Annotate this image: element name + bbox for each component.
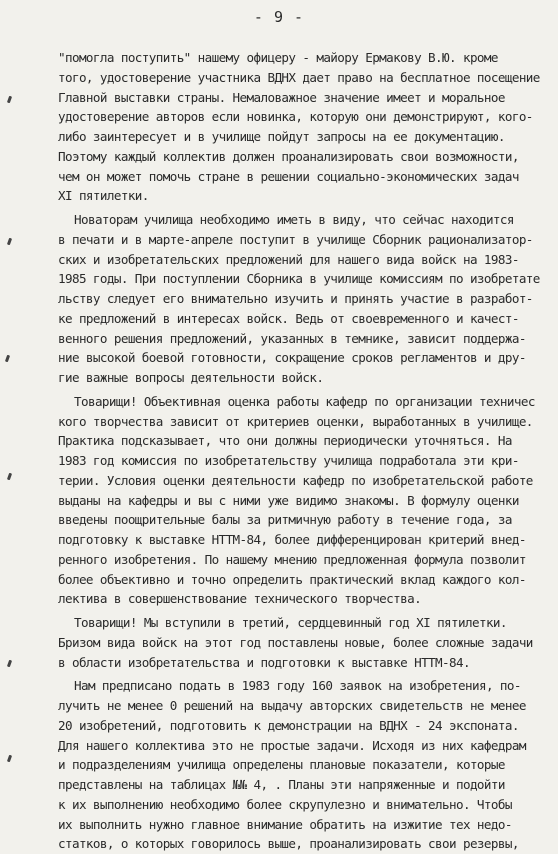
text-line: Главной выставки страны. Немаловажное значение имеет и моральное [58,89,505,105]
text-line: лектива в совершенствование технического творчества. [58,591,422,607]
text-line: венного решения предложений, указанных в темнике, зависит поддержа- [58,330,526,346]
text-line: чем он может помочь стране в решении социально-экономических задач [58,168,519,184]
text-line: в печати и в марте-апреле поступит в училище Сборник рационализатор- [58,231,533,247]
text-line: ренного изобретения. По нашему мнению предложенная формула позволит [58,551,526,567]
text-line: Новаторам училища необходимо иметь в виду, что сейчас находится [74,212,514,227]
page-number: - 9 - [253,8,305,26]
text-line: терии. Условия оценки деятельности кафедр по изобретательской работе [58,472,533,488]
margin-mark [7,660,12,668]
margin-mark [5,355,10,363]
text-line: подготовку к выставке НТТМ-84, более дифференцирован критерий внед- [58,532,526,547]
text-line: либо заинтересует и в училище пойдут запросы на ее документацию. [58,129,505,144]
text-line: льству следует его внимательно изучить и принять участие в разработ- [58,291,533,306]
text-line: ских и изобретательских предложений для нашего вида войск на 1983- [58,251,519,267]
text-line: ке предложений в интересах войск. Ведь от своевременного и качест- [58,310,519,326]
text-line: лучить не менее 0 решений на выдачу авторских свидетельств не менее [58,698,526,713]
text-line: Товарищи! Объективная оценка работы кафедр по организации техничес [74,393,535,409]
text-line: 1983 год комиссия по изобретательству училища подработала эти кри- [58,453,519,468]
margin-mark [7,96,12,104]
text-line: кого творчества зависит от критериев оценки, выработанных в училище. [58,413,533,429]
text-line: Бризом вида войск на этот год поставлены новые, более сложные задачи [58,634,533,650]
text-line: Поэтому каждый коллектив должен проанализировать свои возможности, [58,148,519,164]
text-line: XI пятилетки. [58,188,149,204]
text-line: Практика подсказывает, что они должны периодически уточняться. На [58,433,512,449]
text-line: Нам предписано подать в 1983 году 160 заявок на изобретения, по- [74,678,521,694]
text-line: их выполнить нужно главное внимание обратить на изжитие тех недо- [58,816,512,832]
text-line: в области изобретательства и подготовки к выставке НТТМ-84. [58,654,470,670]
text-line: ние высокой боевой готовности, сокращение сроков регламентов и дру- [58,350,526,366]
text-line: представлены на таблицах №№ 4, . Планы эти напряженные и подойти [58,777,505,792]
text-line: того, удостоверение участника ВДНХ дает право на бесплатное посещение [58,69,540,85]
text-line: введены поощрительные балы за ритмичную работу в течение года, за [58,512,512,528]
text-line: статков, о которых говорилось выше, проанализировать свои резервы, [58,836,519,852]
margin-mark [7,755,12,763]
text-line: выданы на кафедры и вы с ними уже видимо знакомы. В формулу оценки [58,492,519,508]
text-line: гие важные вопросы деятельности войск. [58,370,324,385]
text-line: 1985 годы. При поступлении Сборника в училище комиссиям по изобретате [58,271,540,287]
text-line: "помогла поступить" нашему офицеру - майору Ермакову В.Ю. кроме [58,50,498,65]
text-line: Товарищи! Мы вступили в третий, сердцевинный год XI пятилетки. [74,615,507,630]
document-body [58,48,554,854]
text-line: к их выполнению необходимо более скрупулезно и внимательно. Чтобы [58,796,512,812]
text-line: и подразделениям училища определены плановые показатели, которые [58,757,505,773]
text-line: более объективно и точно определить практический вклад каждого кол- [58,571,526,587]
text-line: удостоверение авторов если новинка, которую они демонстрируют, кого- [58,109,533,125]
text-line: Для нашего коллектива это не простые задачи. Исходя из них кафедрам [58,737,526,753]
margin-mark [7,238,12,246]
text-line: 20 изобретений, подготовить к демонстрации на ВДНХ - 24 экспоната. [58,717,519,733]
margin-mark [7,473,12,481]
